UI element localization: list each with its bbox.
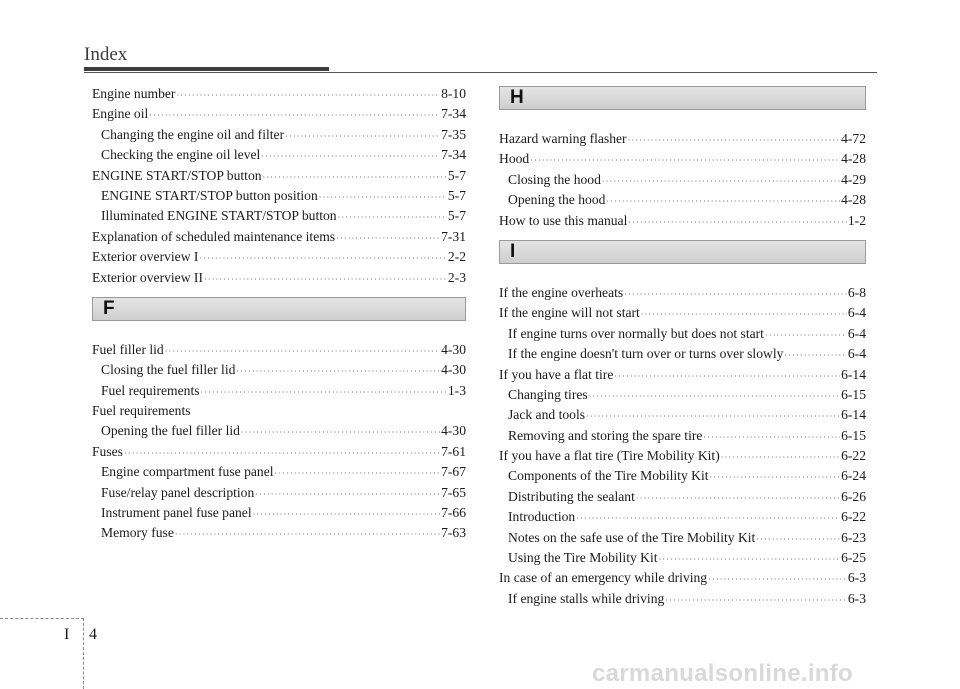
index-entry-label: Exterior overview I: [92, 249, 199, 265]
crop-mark-horizontal: [0, 618, 84, 620]
index-entry-page: 6-15: [841, 386, 866, 402]
index-entry-label: Hazard warning flasher: [499, 131, 627, 146]
dot-leader: [628, 131, 841, 151]
index-entry: [92, 523, 466, 543]
index-entry-label: Introduction: [508, 509, 576, 525]
index-entry-label: Using the Tire Mobility Kit: [508, 550, 658, 566]
index-entry-page: 7-61: [441, 443, 466, 459]
index-entry-page: 7-65: [441, 484, 466, 500]
dot-leader: [530, 151, 840, 171]
index-entry: [92, 360, 466, 380]
dot-leader: [708, 570, 847, 590]
index-entry: [499, 405, 866, 425]
index-entry-page: 6-24: [841, 468, 866, 484]
index-entry-label: Changing tires: [508, 386, 588, 402]
index-entry: [499, 344, 866, 364]
index-entry-label: ENGINE START/STOP button position: [101, 187, 318, 203]
index-entry-label: If you have a flat tire (Tire Mobility Kit): [499, 448, 720, 464]
dot-leader: [602, 172, 840, 192]
dot-leader: [236, 362, 440, 382]
dot-leader: [261, 147, 440, 167]
crop-mark-vertical: [83, 618, 85, 689]
index-entry: [92, 442, 466, 462]
index-entry-label: Engine oil: [92, 106, 149, 122]
index-entry-page: 4-28: [841, 151, 866, 167]
index-entry-label: ENGINE START/STOP button: [92, 167, 262, 183]
index-entry-page: 6-26: [841, 488, 866, 504]
header-rule-accent: [84, 67, 329, 71]
index-entry-label: Checking the engine oil level: [101, 147, 261, 163]
index-entry-label: Jack and tools: [508, 407, 586, 423]
dot-leader: [710, 468, 841, 488]
section-letter: I: [510, 240, 516, 262]
section-header-f: [92, 297, 466, 321]
dot-leader: [336, 229, 440, 249]
index-entry: [499, 466, 866, 486]
index-entry-label: Engine compartment fuse panel: [101, 464, 274, 480]
index-entry-page: 4-29: [841, 171, 866, 187]
index-entry: [499, 149, 866, 169]
index-entry-page: 6-14: [841, 366, 866, 382]
page-title: Index: [84, 44, 128, 65]
footer-page-number: 4: [89, 626, 97, 643]
index-entry-page: 7-35: [441, 126, 466, 142]
index-entry-label: Engine number: [92, 86, 176, 101]
dot-leader: [149, 106, 440, 126]
index-entry: [499, 568, 866, 588]
index-entry-page: 7-34: [441, 106, 466, 122]
index-entry: [499, 170, 866, 190]
dot-leader: [285, 127, 440, 147]
index-entry: [92, 125, 466, 145]
dot-leader: [253, 505, 440, 525]
index-entry-page: 1-2: [847, 212, 866, 228]
index-entry-label: Fuse/relay panel description: [101, 484, 255, 500]
index-entry: [92, 247, 466, 267]
index-entry-page: 6-4: [847, 305, 866, 321]
dot-leader: [624, 285, 847, 305]
index-entry-page: 6-4: [847, 325, 866, 341]
index-entry-label: If the engine will not start: [499, 305, 640, 321]
index-entry-label: Components of the Tire Mobility Kit: [508, 468, 709, 484]
index-entry-label: Removing and storing the spare tire: [508, 427, 703, 443]
dot-leader: [165, 342, 440, 362]
index-entry-label: Notes on the safe use of the Tire Mobility Kit: [508, 529, 756, 545]
index-entry: [92, 186, 466, 206]
index-entry-page: 4-30: [441, 362, 466, 378]
index-entry: [92, 381, 466, 401]
index-entry-page: 4-30: [441, 423, 466, 439]
index-entry-page: 5-7: [447, 187, 466, 203]
index-entry-label: How to use this manual: [499, 212, 628, 228]
index-entry: [499, 129, 866, 149]
index-entry: [499, 426, 866, 446]
dot-leader: [175, 525, 440, 545]
index-entry: [499, 385, 866, 405]
index-entry-page: 2-2: [447, 249, 466, 265]
dot-leader: [703, 428, 840, 448]
index-entry: [499, 507, 866, 527]
index-entry-label: If you have a flat tire: [499, 366, 614, 382]
dot-leader: [338, 208, 447, 228]
index-entry-page: 6-25: [841, 550, 866, 566]
dot-leader: [665, 591, 847, 611]
index-entry-page: 2-3: [447, 269, 466, 285]
index-entry: [92, 483, 466, 503]
index-entry: [499, 589, 866, 609]
index-entry-label: If the engine doesn't turn over or turns over slowly: [508, 346, 784, 362]
index-entry-page: 6-3: [847, 590, 866, 606]
index-entry-label: Distributing the sealant: [508, 488, 635, 504]
dot-leader: [756, 530, 840, 550]
index-entry: [92, 166, 466, 186]
dot-leader: [204, 270, 447, 290]
dot-leader: [275, 464, 441, 484]
index-entry-page: 1-3: [447, 382, 466, 398]
index-entry: [92, 268, 466, 288]
index-entry-page: 7-67: [441, 464, 466, 480]
index-entry-page: 4-30: [441, 341, 466, 357]
watermark-text: carmanualsonline.info: [592, 660, 854, 687]
dot-leader: [199, 249, 446, 269]
index-entry: [92, 340, 466, 360]
dot-leader: [589, 387, 840, 407]
dot-leader: [576, 509, 840, 529]
index-entry-page: 7-34: [441, 147, 466, 163]
dot-leader: [263, 168, 447, 188]
index-entry-page: 7-66: [441, 505, 466, 521]
dot-leader: [636, 489, 840, 509]
index-entry: [499, 190, 866, 210]
index-entry-page: 7-31: [441, 228, 466, 244]
section-header-h: [499, 86, 866, 110]
index-entry: [499, 303, 866, 323]
index-entry-page: 6-14: [841, 407, 866, 423]
index-entry-page: 8-10: [441, 86, 466, 101]
dot-leader: [124, 444, 440, 464]
index-entry-label: Closing the hood: [508, 171, 601, 187]
index-entry-label: If engine turns over normally but does not start: [508, 325, 764, 341]
dot-leader: [176, 86, 440, 106]
index-entry: [92, 227, 466, 247]
index-entry-label: Hood: [499, 151, 530, 167]
index-entry: [92, 462, 466, 482]
index-entry: [92, 206, 466, 226]
entries-f: [92, 340, 466, 544]
dot-leader: [586, 407, 840, 427]
dot-leader: [765, 326, 847, 346]
index-column-left: [92, 84, 466, 544]
dot-leader: [606, 192, 840, 212]
index-entry-label: Opening the hood: [508, 192, 606, 208]
index-entry: [499, 324, 866, 344]
index-entry: [92, 401, 466, 421]
index-entry-label: Instrument panel fuse panel: [101, 505, 252, 521]
header-rule: [84, 72, 877, 73]
section-letter: F: [103, 297, 115, 319]
dot-leader: [614, 367, 840, 387]
index-entry-page: 6-4: [847, 346, 866, 362]
index-entry-label: Changing the engine oil and filter: [101, 126, 285, 142]
index-entry-page: 6-22: [841, 509, 866, 525]
dot-leader: [659, 550, 841, 570]
index-entry-label: Fuel filler lid: [92, 341, 164, 357]
index-entry-page: 6-8: [847, 284, 866, 300]
index-entry: [499, 528, 866, 548]
footer-section-letter: I: [64, 626, 70, 643]
index-entry-label: If the engine overheats: [499, 284, 624, 300]
index-entry: [92, 84, 466, 104]
index-entry-label: If engine stalls while driving: [508, 590, 665, 606]
dot-leader: [201, 383, 447, 403]
index-entry: [499, 487, 866, 507]
section-header-i: [499, 240, 866, 264]
index-entry-label: Illuminated ENGINE START/STOP button: [101, 208, 337, 224]
dot-leader: [784, 346, 846, 366]
index-entry-label: Fuel requirements: [92, 403, 191, 419]
entries-e: [92, 84, 466, 288]
index-entry: [499, 211, 866, 231]
index-entry-label: Fuses: [92, 443, 123, 459]
index-entry-page: 6-3: [847, 570, 866, 586]
index-entry: [92, 421, 466, 441]
index-entry-page: 5-7: [447, 167, 466, 183]
index-entry-page: 5-7: [447, 208, 466, 224]
index-entry: [92, 104, 466, 124]
index-entry-label: Explanation of scheduled maintenance items: [92, 228, 336, 244]
index-entry-page: 7-63: [441, 525, 466, 541]
index-column-right: [499, 84, 866, 609]
index-entry: [499, 548, 866, 568]
dot-leader: [255, 485, 440, 505]
index-entry: [499, 446, 866, 466]
dot-leader: [641, 305, 847, 325]
index-entry-label: Opening the fuel filler lid: [101, 423, 240, 439]
index-entry: [92, 145, 466, 165]
index-entry: [92, 503, 466, 523]
index-entry-label: Exterior overview II: [92, 269, 203, 285]
index-entry-page: 4-28: [841, 192, 866, 208]
index-entry-page: 4-72: [841, 131, 866, 146]
index-entry: [499, 283, 866, 303]
entries-h: [499, 129, 866, 231]
index-entry-label: Memory fuse: [101, 525, 174, 541]
index-entry: [499, 365, 866, 385]
section-letter: H: [510, 87, 524, 108]
index-entry-page: 6-22: [841, 448, 866, 464]
entries-i: [499, 283, 866, 609]
index-entry-label: In case of an emergency while driving: [499, 570, 708, 586]
index-entry-label: Closing the fuel filler lid: [101, 362, 236, 378]
dot-leader: [319, 188, 447, 208]
index-entry-page: 6-15: [841, 427, 866, 443]
dot-leader: [241, 423, 440, 443]
index-entry-label: Fuel requirements: [101, 382, 200, 398]
dot-leader: [721, 448, 840, 468]
index-entry-page: 6-23: [841, 529, 866, 545]
dot-leader: [628, 213, 847, 233]
